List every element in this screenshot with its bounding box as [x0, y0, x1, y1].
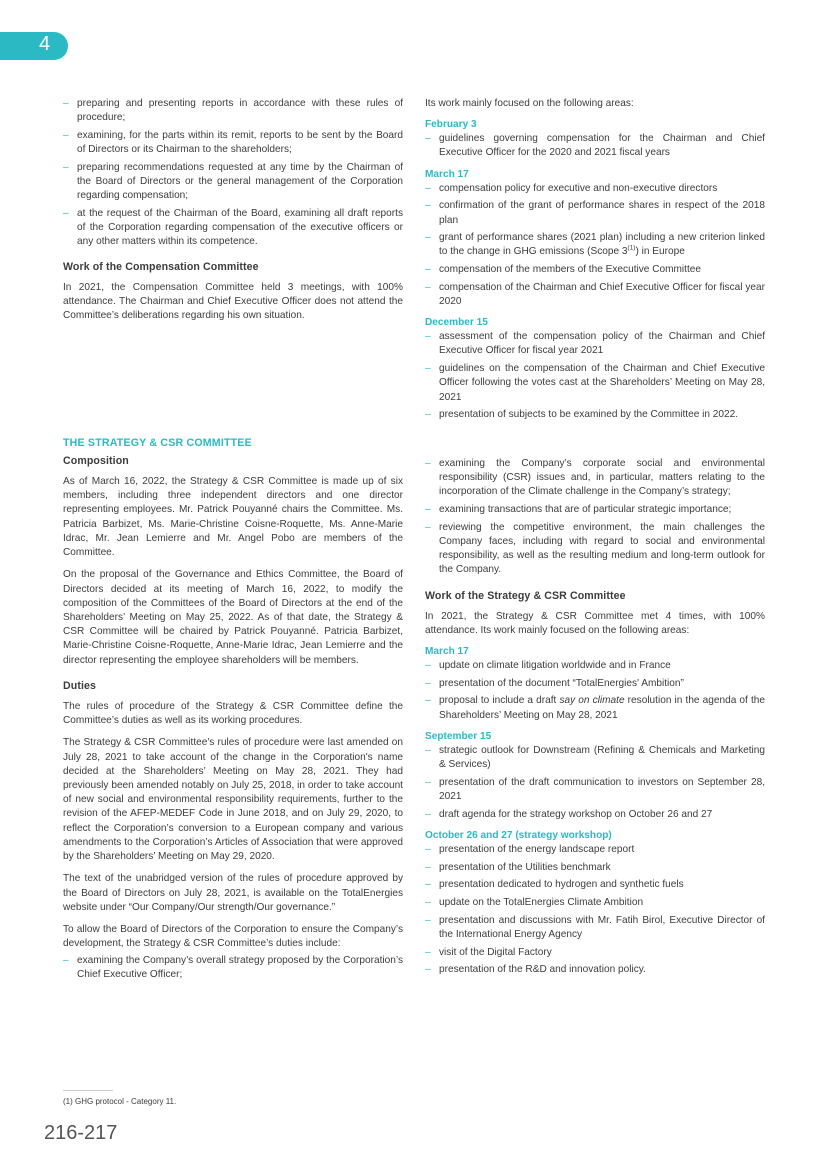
date-heading: February 3 — [425, 119, 477, 131]
strategy-right-column — [425, 457, 765, 981]
duties-paragraph: To allow the Board of Directors of the Corporation to ensure the Company’s development, the Strategy & CSR Committee’s duties include: — [63, 924, 403, 950]
list-item: – compensation of the Chairman and Chief Executive Officer for fiscal year 2020 — [425, 281, 765, 309]
compensation-work-column — [425, 97, 765, 426]
list-item — [425, 231, 765, 259]
compensation-work-text: In 2021, the Compensation Committee held 3 meetings, with 100% attendance. The Chairman and Chief Executive Officer does not attend the Committee’s deliberations regarding his own situation. — [63, 281, 403, 321]
footnote: (1) GHG protocol - Category 11. — [63, 1097, 177, 1106]
date-heading: March 17 — [425, 168, 469, 180]
list-item: – assessment of the compensation policy of the Chairman and Chief Executive Officer for fiscal year 2021 — [425, 330, 765, 358]
list-item: – visit of the Digital Factory — [425, 946, 765, 960]
compensation-work-heading: Work of the Compensation Committee — [63, 260, 259, 273]
list-item: – presentation of the R&D and innovation policy. — [425, 963, 765, 977]
footnote-ref: (1) — [627, 245, 636, 253]
list-item: – update on the TotalEnergies Climate Ambition — [425, 896, 765, 910]
footnote-divider — [63, 1090, 113, 1091]
duties-list-continued — [425, 457, 765, 578]
ghg-text-before: grant of performance shares (2021 plan) including a new criterion linked to the change in GHG emissions (Scope 3 — [439, 232, 765, 258]
duties-paragraph: The Strategy & CSR Committee's rules of procedure were last amended on July 28, 2021 to take account of the change in the Corporation's name decided at the Shareholders’ Meeting on May 28, 2021. They had previously been amended notably on July 25, 2018, in order to take account of new social and environmental responsibility requirements, further to the revision of the AFEP-MEDEF Code in June 2018, and on July 29, 2020, to reflect the Corporation’s conversion to a European company and various amendments to the Corporation’s Articles of Association that were approved by the Shareholders’ Meeting on May 29, 2020. — [63, 737, 403, 863]
list-item: – examining the Company’s corporate social and environmental responsibility (CSR) issues and, in particular, matters relating to the incorporation of the Climate challenge in the Company’s strategy; — [425, 457, 765, 500]
duties-paragraph: The rules of procedure of the Strategy & CSR Committee define the Committee’s duties as well as its working procedures. — [63, 700, 403, 727]
proposal-text-italic: say on climate — [559, 695, 625, 707]
list-item: – reviewing the competitive environment, the main challenges the Company faces, including with regard to social and environmental responsibility, as well as the resulting medium and long-term outlook for the Company. — [425, 521, 765, 578]
list-item: – presentation of the draft communication to investors on September 28, 2021 — [425, 776, 765, 804]
compensation-duties-column — [63, 97, 403, 331]
list-item: – draft agenda for the strategy workshop on October 26 and 27 — [425, 808, 765, 822]
list-item: – update on climate litigation worldwide and in France — [425, 659, 765, 673]
strategy-left-column — [63, 437, 403, 986]
list-item: – guidelines on the compensation of the Chairman and Chief Executive Officer following the votes cast at the Shareholders’ Meeting on May 28, 2021 — [425, 362, 765, 405]
list-item: – compensation policy for executive and non-executive directors — [425, 182, 765, 196]
list-item: – confirmation of the grant of performance shares in respect of the 2018 plan — [425, 199, 765, 227]
compensation-duties-list — [63, 97, 403, 250]
composition-paragraph: As of March 16, 2022, the Strategy & CSR Committee is made up of six members, including three independent directors and one director representing employees. Mr. Patrick Pouyanné chairs the Committee. Ms. Patricia Barbizet, Ms. Marie-Christine Coisne-Roquette, Ms. Anne-Marie Idrac, Mr. Jean Lemierre and Mr. Angel Pobo are members of the Committee. — [63, 476, 403, 559]
list-item: – guidelines governing compensation for the Chairman and Chief Executive Officer for the 2020 and 2021 fiscal years — [425, 132, 765, 160]
chapter-tab — [0, 32, 68, 60]
strategy-work-heading: Work of the Strategy & CSR Committee — [425, 589, 626, 602]
list-item — [425, 694, 765, 722]
chapter-number: 4 — [39, 33, 51, 55]
proposal-text-before: proposal to include a draft — [439, 695, 560, 707]
list-item: – presentation of the energy landscape report — [425, 843, 765, 857]
proposal-text-after: resolution in the agenda of the Shareholders’ Meeting on May 28, 2021 — [439, 695, 765, 721]
list-item: – compensation of the members of the Executive Committee — [425, 263, 765, 277]
list-item: – presentation of the Utilities benchmark — [425, 861, 765, 875]
composition-heading: Composition — [63, 455, 129, 467]
list-item: – presentation of the document “TotalEnergies' Ambition” — [425, 677, 765, 691]
list-item: – examining, for the parts within its remit, reports to be sent by the Board of Directors or its Chairman to the shareholders; — [63, 129, 403, 157]
list-item: – examining transactions that are of particular strategic importance; — [425, 503, 765, 517]
page-number: 216-217 — [44, 1122, 118, 1144]
list-item: – preparing and presenting reports in accordance with these rules of procedure; — [63, 97, 403, 125]
list-item: – at the request of the Chairman of the Board, examining all draft reports of the Corporation regarding compensation of the executive officers or any other matters within its competence. — [63, 207, 403, 250]
composition-paragraph: On the proposal of the Governance and Ethics Committee, the Board of Directors decided at its meeting of March 16, 2022, to modify the composition of the Committees of the Board of Directors at the end of the Shareholders’ Meeting on May 25, 2022. As of that date, the Strategy & CSR Committee will be chaired by Patrick Pouyanné. Patricia Barbizet, Marie-Christine Coisne-Roquette, Anne-Marie Idrac, Jean Lemierre and the director representing the employee shareholders will be members. — [63, 569, 403, 666]
compensation-work-intro: Its work mainly focused on the following areas: — [425, 98, 634, 109]
date-heading: December 15 — [425, 317, 488, 329]
ghg-text-after: ) in Europe — [635, 246, 685, 258]
duties-paragraph: The text of the unabridged version of the rules of procedure approved by the Board of Directors on July 28, 2021, is available on the TotalEnergies website under “Our Company/Our strength/Our governance.” — [63, 873, 403, 913]
list-item: – examining the Company’s overall strategy proposed by the Corporation’s Chief Executive Officer; — [63, 954, 403, 982]
date-heading: October 26 and 27 (strategy workshop) — [425, 829, 612, 841]
strategy-work-text: In 2021, the Strategy & CSR Committee met 4 times, with 100% attendance. Its work mainly focused on the following areas: — [425, 610, 765, 636]
duties-heading: Duties — [63, 679, 96, 692]
list-item: – strategic outlook for Downstream (Refining & Chemicals and Marketing & Services) — [425, 744, 765, 772]
list-item: – presentation of subjects to be examined by the Committee in 2022. — [425, 408, 765, 422]
list-item: – presentation dedicated to hydrogen and synthetic fuels — [425, 878, 765, 892]
strategy-section-title: THE STRATEGY & CSR COMMITTEE — [63, 437, 252, 449]
list-item: – presentation and discussions with Mr. Fatih Birol, Executive Director of the International Energy Agency — [425, 914, 765, 942]
list-item: – preparing recommendations requested at any time by the Chairman of the Board of Directors or the general management of the Corporation regarding compensation; — [63, 161, 403, 204]
date-heading: September 15 — [425, 730, 492, 742]
date-heading: March 17 — [425, 646, 469, 658]
